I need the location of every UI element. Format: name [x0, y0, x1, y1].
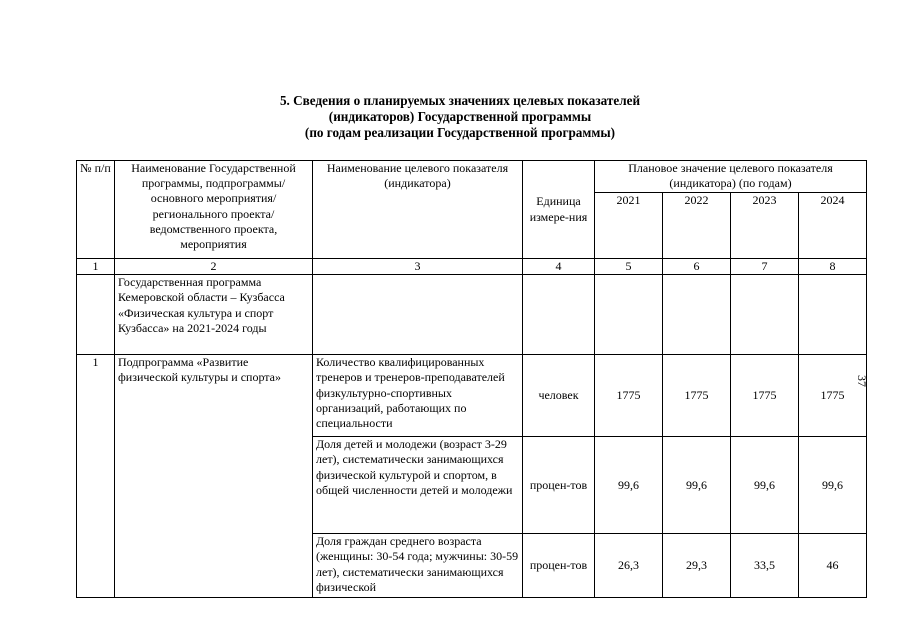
- value-cell: 26,3: [595, 534, 663, 598]
- column-number: 5: [595, 259, 663, 275]
- indicator-name: Количество квалифицированных тренеров и тренеров-преподавателей физкультурно-спортивных организаций, работающих по специальности: [313, 355, 523, 437]
- header-year: 2024: [799, 193, 867, 259]
- column-number: 2: [115, 259, 313, 275]
- unit-cell: человек: [523, 355, 595, 437]
- value-cell: 99,6: [663, 437, 731, 534]
- value-cell: 1775: [595, 355, 663, 437]
- column-number: 7: [731, 259, 799, 275]
- indicators-table: [76, 160, 867, 598]
- value-cell: 1775: [799, 355, 867, 437]
- subprogram-name: Подпрограмма «Развитие физической культуры и спорта»: [115, 355, 313, 598]
- header-program: Наименование Государственной программы, подпрограммы/основного мероприятия/регионального проекта/ведомственного проекта, мероприятия: [115, 161, 313, 259]
- program-name: Государственная программа Кемеровской области – Кузбасса «Физическая культура и спорт Кузбасса» на 2021-2024 годы: [115, 275, 313, 355]
- empty-cell: [663, 275, 731, 355]
- column-number: 8: [799, 259, 867, 275]
- value-cell: 1775: [731, 355, 799, 437]
- subprogram-num: 1: [77, 355, 115, 598]
- value-cell: 99,6: [799, 437, 867, 534]
- value-cell: 1775: [663, 355, 731, 437]
- empty-cell: [523, 275, 595, 355]
- unit-cell: процен-тов: [523, 437, 595, 534]
- title-line-1: 5. Сведения о планируемых значениях целевых показателей: [279, 93, 641, 108]
- header-row-1: [77, 161, 867, 193]
- section-title: [0, 93, 905, 141]
- column-number: 4: [523, 259, 595, 275]
- title-line-3: (по годам реализации Государственной программы): [304, 125, 616, 140]
- column-number: 6: [663, 259, 731, 275]
- program-row: [77, 275, 867, 355]
- empty-cell: [731, 275, 799, 355]
- header-num: № п/п: [77, 161, 115, 259]
- value-cell: 33,5: [731, 534, 799, 598]
- column-number: 3: [313, 259, 523, 275]
- empty-cell: [595, 275, 663, 355]
- header-indicator: Наименование целевого показателя (индикатора): [313, 161, 523, 259]
- header-planned: Плановое значение целевого показателя (индикатора) (по годам): [595, 161, 867, 193]
- column-number: 1: [77, 259, 115, 275]
- title-line-2: (индикаторов) Государственной программы: [328, 109, 592, 124]
- header-year: 2021: [595, 193, 663, 259]
- indicator-name: Доля детей и молодежи (возраст 3-29 лет), систематически занимающихся физической культурой и спортом, в общей численности детей и молодежи: [313, 437, 523, 534]
- value-cell: 46: [799, 534, 867, 598]
- header-year: 2022: [663, 193, 731, 259]
- value-cell: 99,6: [731, 437, 799, 534]
- page-number: 37: [855, 375, 869, 387]
- table-row: [77, 355, 867, 437]
- header-year: 2023: [731, 193, 799, 259]
- empty-cell: [799, 275, 867, 355]
- column-number-row: [77, 259, 867, 275]
- indicator-name: Доля граждан среднего возраста (женщины: 30-54 года; мужчины: 30-59 лет), систематически занимающихся физической: [313, 534, 523, 598]
- unit-cell: процен-тов: [523, 534, 595, 598]
- empty-cell: [313, 275, 523, 355]
- header-unit: Единица измере-ния: [523, 161, 595, 259]
- value-cell: 29,3: [663, 534, 731, 598]
- empty-cell: [77, 275, 115, 355]
- value-cell: 99,6: [595, 437, 663, 534]
